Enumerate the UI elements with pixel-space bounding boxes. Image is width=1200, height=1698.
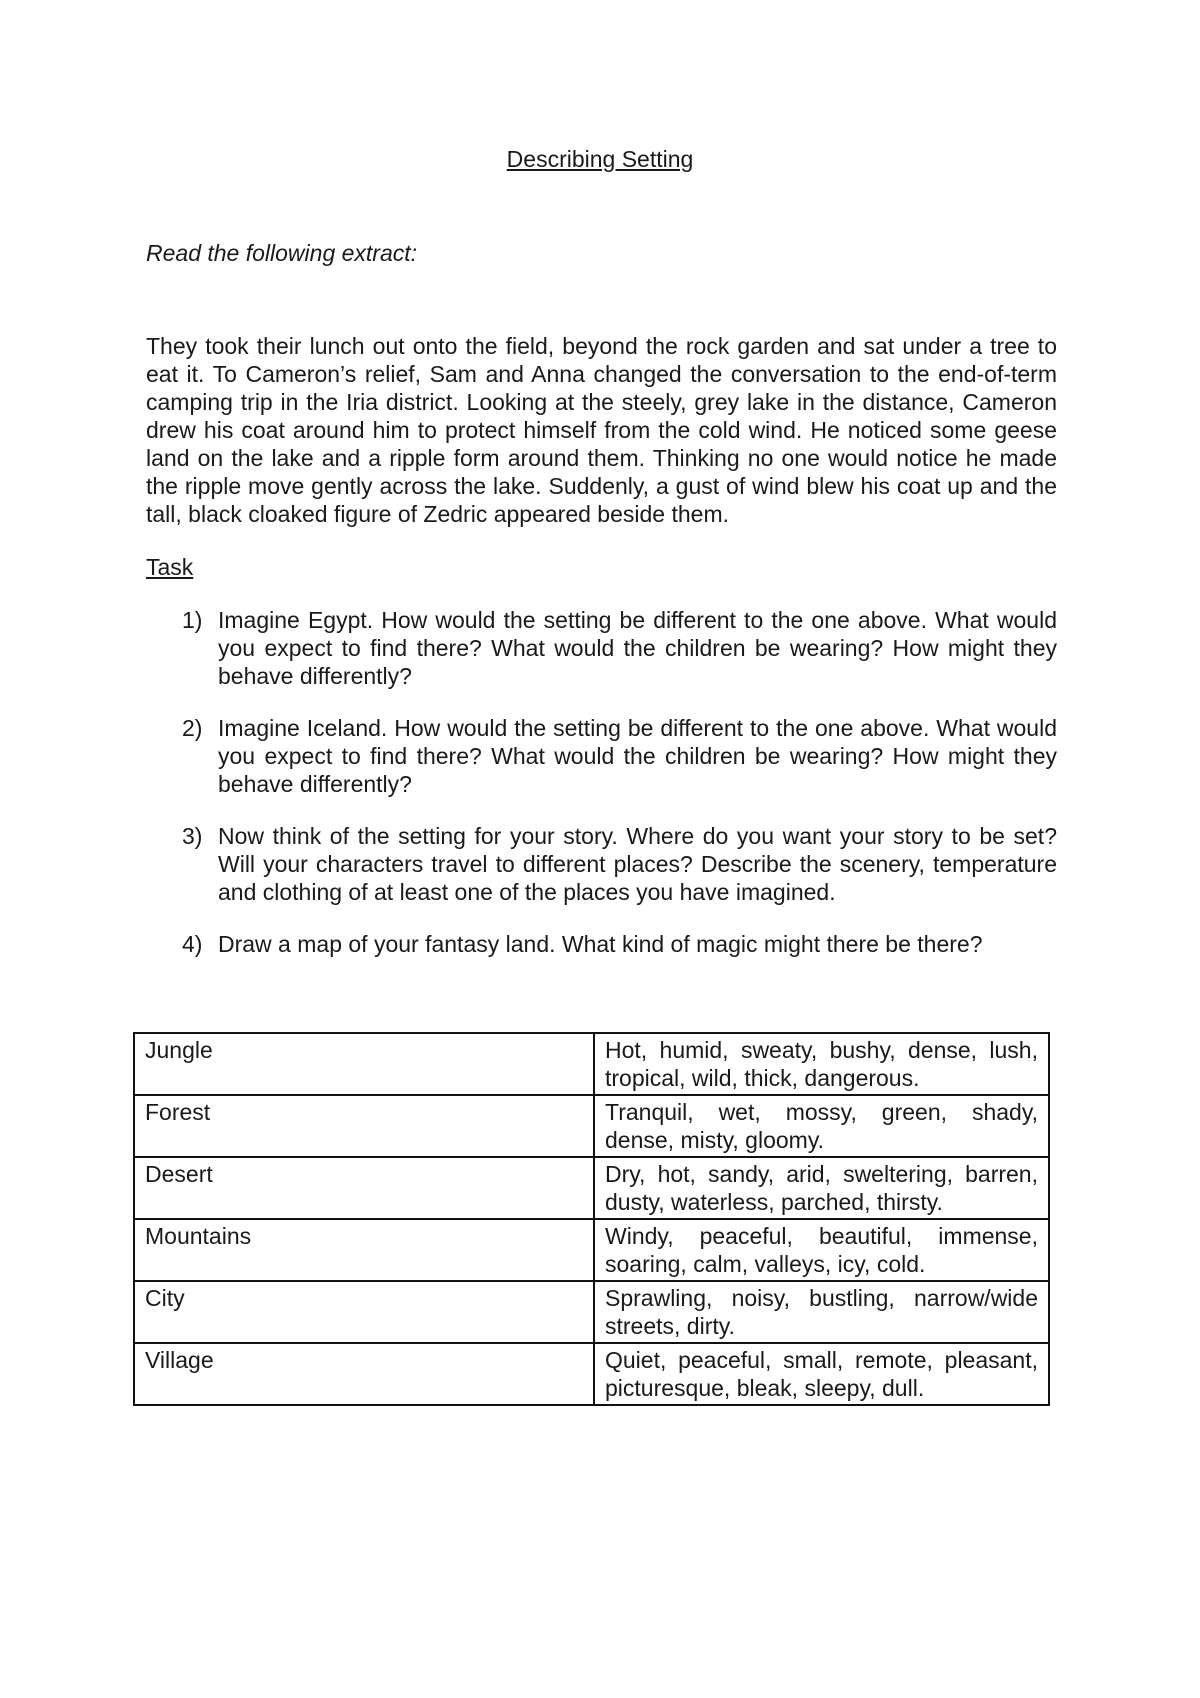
setting-place-cell: City (134, 1281, 594, 1343)
table-row (134, 1219, 1049, 1281)
task-item-1 (146, 606, 1057, 690)
task-text: Imagine Egypt. How would the setting be different to the one above. What would you expect to find there? What would the children be wearing? How might they behave differently? (218, 607, 1057, 689)
setting-place-cell: Desert (134, 1157, 594, 1219)
task-item-2 (146, 714, 1057, 798)
task-number: 1) (182, 607, 203, 633)
task-item-3 (146, 822, 1057, 906)
task-number: 4) (182, 931, 203, 957)
setting-place-cell: Forest (134, 1095, 594, 1157)
table-row (134, 1281, 1049, 1343)
task-number: 2) (182, 715, 203, 741)
task-list (146, 606, 1057, 982)
task-heading: Task (146, 554, 194, 580)
setting-description-cell: Quiet, peaceful, small, remote, pleasant, picturesque, bleak, sleepy, dull. (594, 1343, 1049, 1405)
setting-place-cell: Jungle (134, 1033, 594, 1095)
page-title: Describing Setting (506, 146, 694, 172)
instruction-text: Read the following extract: (146, 240, 418, 266)
task-text: Draw a map of your fantasy land. What kind of magic might there be there? (218, 931, 983, 957)
task-text: Now think of the setting for your story. Where do you want your story to be set? Will your characters travel to different places? Describe the scenery, temperature and clothing of at least one of the places you have imagined. (218, 823, 1057, 905)
setting-description-cell: Dry, hot, sandy, arid, sweltering, barren, dusty, waterless, parched, thirsty. (594, 1157, 1049, 1219)
task-item-4 (146, 930, 1057, 958)
setting-description-cell: Windy, peaceful, beautiful, immense, soaring, calm, valleys, icy, cold. (594, 1219, 1049, 1281)
setting-place-cell: Mountains (134, 1219, 594, 1281)
table-row (134, 1033, 1049, 1095)
setting-place-cell: Village (134, 1343, 594, 1405)
table-row (134, 1095, 1049, 1157)
setting-description-cell: Tranquil, wet, mossy, green, shady, dense, misty, gloomy. (594, 1095, 1049, 1157)
setting-description-cell: Sprawling, noisy, bustling, narrow/wide streets, dirty. (594, 1281, 1049, 1343)
setting-description-cell: Hot, humid, sweaty, bushy, dense, lush, tropical, wild, thick, dangerous. (594, 1033, 1049, 1095)
story-extract: They took their lunch out onto the field, beyond the rock garden and sat under a tree to eat it. To Cameron’s relief, Sam and Anna changed the conversation to the end-of-term camping trip in the Iria district. Looking at the steely, grey lake in the distance, Cameron drew his coat around him to protect himself from the cold wind. He noticed some geese land on the lake and a ripple form around them. Thinking no one would notice he made the ripple move gently across the lake. Suddenly, a gust of wind blew his coat up and the tall, black cloaked figure of Zedric appeared beside them. (146, 333, 1057, 527)
table-row (134, 1157, 1049, 1219)
setting-vocabulary-table (133, 1032, 1050, 1406)
table-row (134, 1343, 1049, 1405)
task-text: Imagine Iceland. How would the setting be different to the one above. What would you expect to find there? What would the children be wearing? How might they behave differently? (218, 715, 1057, 797)
task-number: 3) (182, 823, 203, 849)
